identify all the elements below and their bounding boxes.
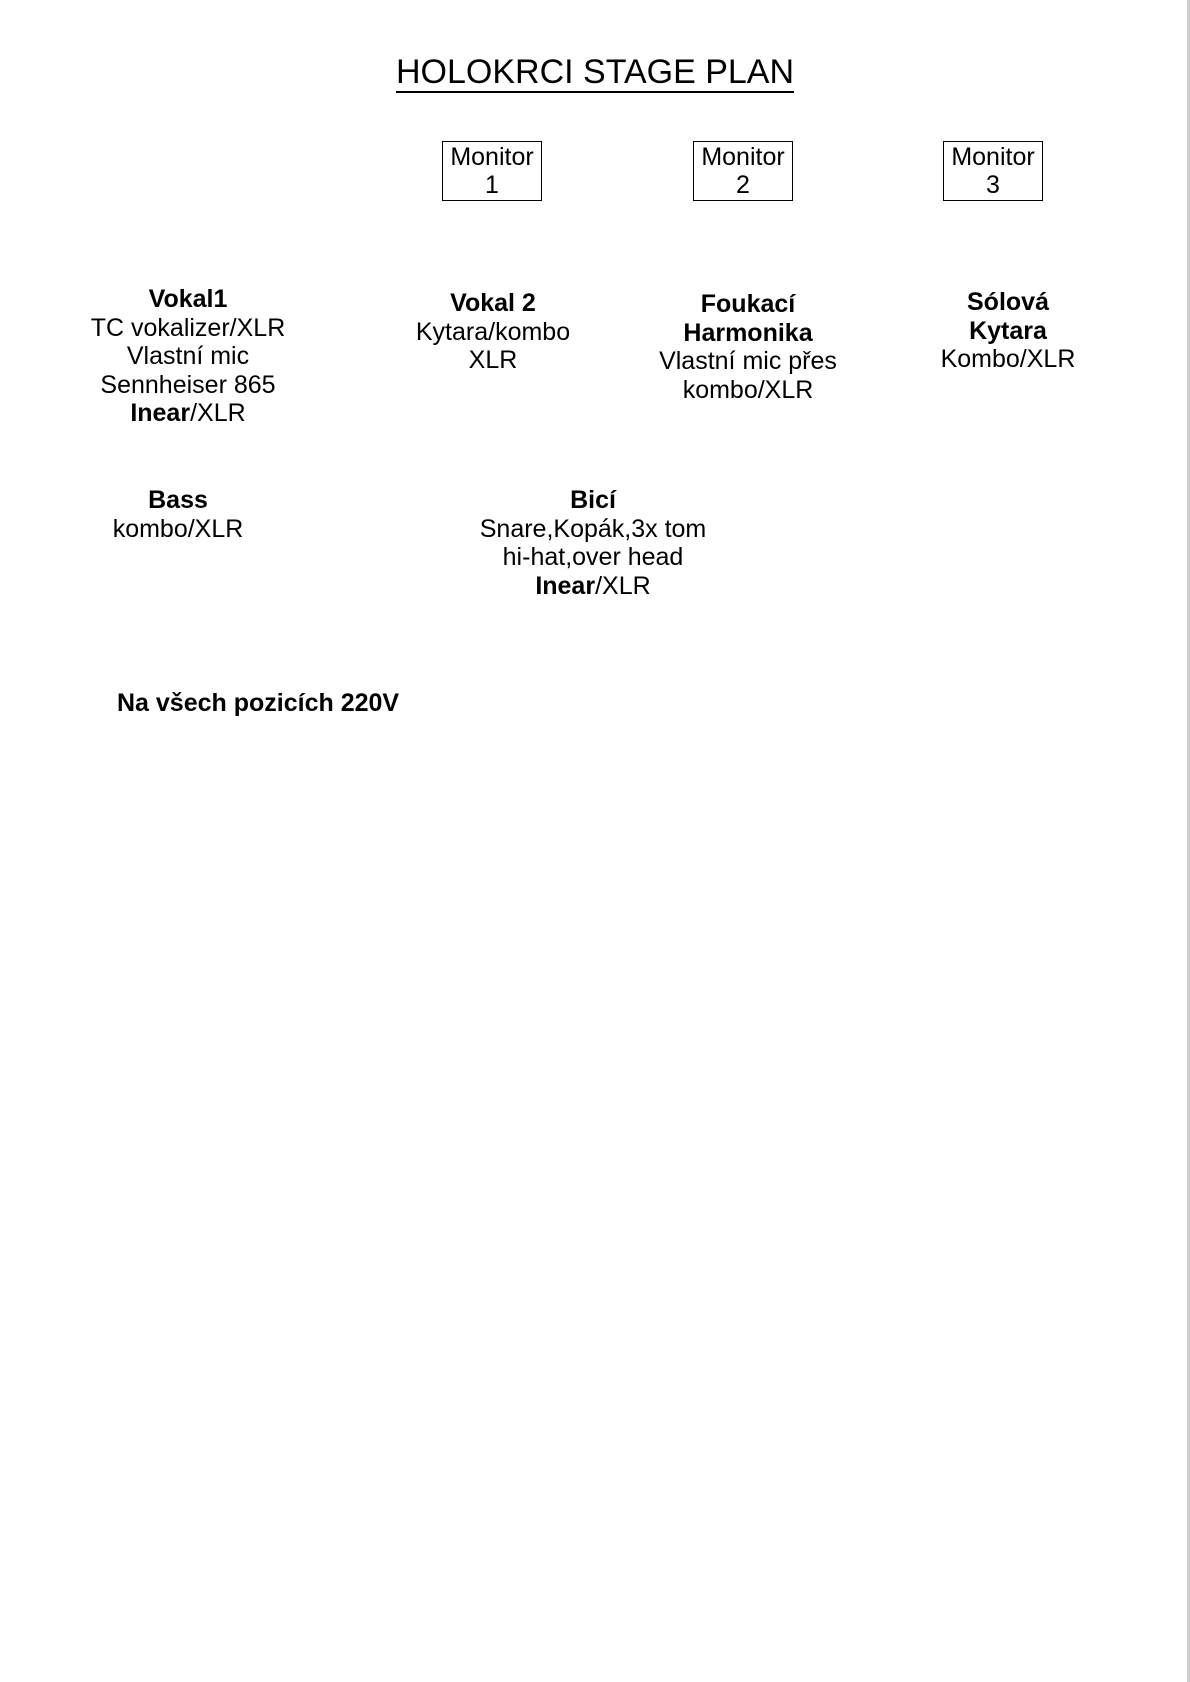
- position-harmonika: [638, 290, 858, 404]
- position-vokal1-inear: [68, 399, 308, 428]
- inear-label: Inear: [535, 571, 596, 600]
- monitor-1-number: 1: [485, 171, 499, 199]
- page-title-text: HOLOKRCI STAGE PLAN: [395, 53, 795, 91]
- position-bass-line: kombo/XLR: [112, 514, 244, 543]
- position-harmonika-line: kombo/XLR: [682, 375, 814, 404]
- monitor-3-label: Monitor: [951, 143, 1035, 171]
- position-bici-name: Bicí: [570, 486, 616, 514]
- position-solova-name: Sólová: [967, 288, 1049, 316]
- position-vokal1-line: Vlastní mic: [126, 342, 250, 370]
- position-solova-kytara: [918, 288, 1098, 374]
- monitor-2-box: [693, 141, 793, 201]
- position-vokal1-name: Vokal1: [148, 285, 228, 313]
- position-harmonika-name: Harmonika: [683, 318, 813, 347]
- position-bici-line: Snare,Kopák,3x tom: [479, 514, 707, 543]
- position-solova-line: Kombo/XLR: [940, 345, 1076, 373]
- position-vokal1-line: TC vokalizer/XLR: [90, 313, 286, 342]
- monitor-2-label: Monitor: [701, 143, 785, 171]
- power-note: Na všech pozicích 220V: [117, 689, 400, 717]
- position-bass: [88, 486, 268, 543]
- position-vokal2-line: Kytara/kombo: [415, 317, 571, 346]
- position-vokal2-name: Vokal 2: [450, 289, 536, 317]
- inear-label: Inear: [130, 399, 191, 427]
- position-bici-inear: [453, 572, 733, 601]
- position-bici: [453, 486, 733, 600]
- inear-connector: /XLR: [595, 571, 651, 600]
- monitor-3-box: [943, 141, 1043, 201]
- page-title: [0, 52, 1190, 92]
- position-bass-name: Bass: [148, 486, 208, 514]
- position-solova-name: Kytara: [969, 316, 1047, 345]
- monitor-1-box: [442, 141, 542, 201]
- position-harmonika-name: Foukací: [700, 290, 796, 318]
- monitor-2-number: 2: [736, 171, 750, 199]
- position-vokal2: [393, 289, 593, 375]
- inear-connector: /XLR: [190, 399, 246, 427]
- position-vokal1: [68, 285, 308, 428]
- monitor-3-number: 3: [986, 171, 1000, 199]
- position-bici-line: hi-hat,over head: [502, 543, 684, 571]
- position-vokal1-line: Sennheiser 865: [100, 370, 276, 399]
- position-vokal2-line: XLR: [468, 346, 518, 374]
- monitor-1-label: Monitor: [450, 143, 534, 171]
- position-harmonika-line: Vlastní mic přes: [659, 347, 837, 375]
